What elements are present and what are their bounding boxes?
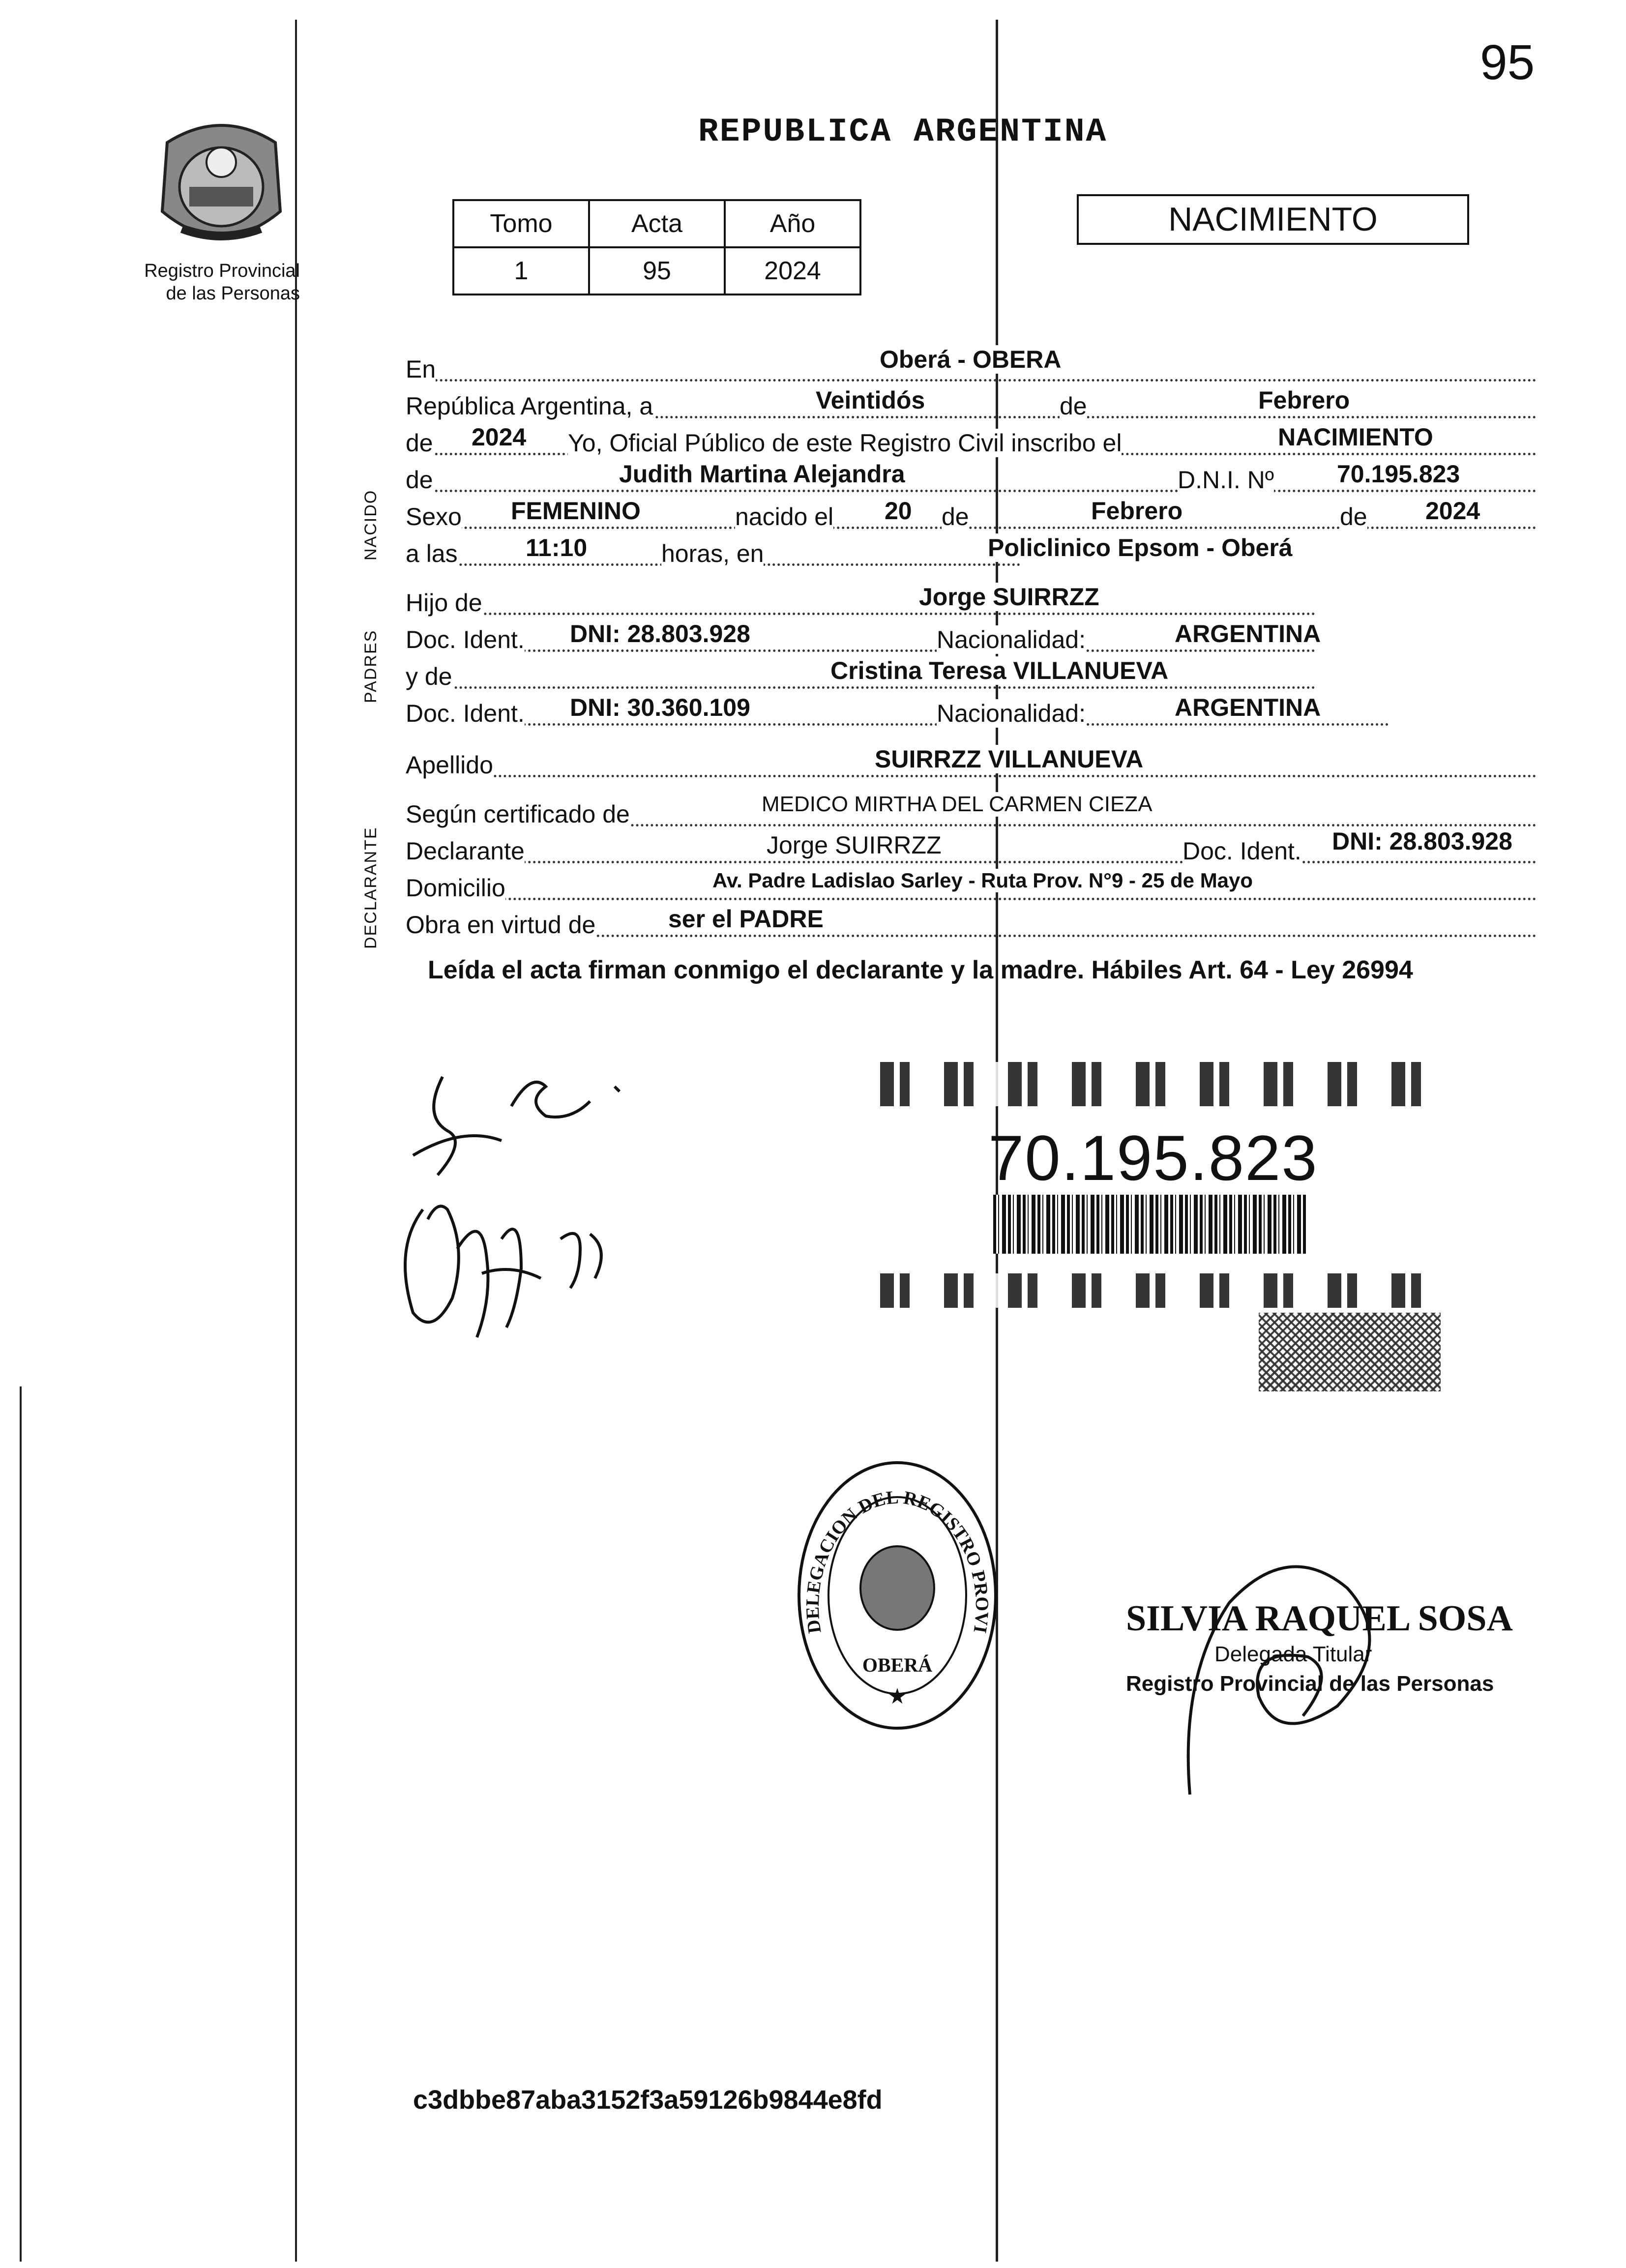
value-dia-nac: 20 <box>883 497 914 525</box>
value-dni: 70.195.823 <box>1335 460 1462 488</box>
row-hora <box>406 534 1537 568</box>
side-label-nacido: NACIDO <box>361 489 380 560</box>
row-madre <box>406 657 1537 691</box>
label-domicilio: Domicilio <box>406 874 505 902</box>
value-declarante: Jorge SUIRRZZ <box>765 831 944 859</box>
side-label-padres: PADRES <box>361 629 380 703</box>
document-title: REPUBLICA ARGENTINA <box>698 113 1108 151</box>
row-obra <box>406 905 1537 939</box>
province-logo <box>148 113 295 256</box>
value-nombre: Judith Martina Alejandra <box>617 460 907 488</box>
label-sexo: Sexo <box>406 503 462 530</box>
label-nacionalidad2: Nacionalidad: <box>937 700 1086 727</box>
value-madre-nac: ARGENTINA <box>1173 693 1323 722</box>
table-value-acta: 95 <box>589 247 725 295</box>
label-doc-ident2: Doc. Ident. <box>406 700 525 727</box>
value-mes-nac: Febrero <box>1089 497 1184 525</box>
signature-madre <box>393 1190 620 1352</box>
value-certificado: MEDICO MIRTHA DEL CARMEN CIEZA <box>760 792 1154 817</box>
record-type-box: NACIMIENTO <box>1077 194 1469 245</box>
row-madre-doc <box>406 694 1537 728</box>
value-domicilio: Av. Padre Ladislao Sarley - Ruta Prov. N°9 - 25 de Mayo <box>710 869 1255 892</box>
label-republica: República Argentina, a <box>406 392 653 420</box>
row-padre <box>406 583 1537 617</box>
label-en: En <box>406 355 436 383</box>
security-band-bottom <box>880 1273 1455 1308</box>
label-doc-ident3: Doc. Ident. <box>1183 837 1301 865</box>
label-declarante: Declarante <box>406 837 525 865</box>
document-hash: c3dbbe87aba3152f3a59126b9844e8fd <box>413 2085 883 2115</box>
signature-declarante <box>403 1057 679 1185</box>
value-sexo: FEMENINO <box>509 497 643 525</box>
official-role: Delegada Titular <box>1214 1642 1372 1666</box>
value-anio-nac: 2024 <box>1423 497 1482 525</box>
value-anio: 2024 <box>470 423 528 451</box>
row-fecha <box>406 386 1537 420</box>
label-y-de: y de <box>406 663 452 690</box>
label-de5: de <box>1340 503 1367 530</box>
closing-note: Leída el acta firman conmigo el declarante y la madre. Hábiles Art. 64 - Ley 26994 <box>428 956 1413 984</box>
registry-caption: Registro Provincial de las Personas <box>144 261 300 304</box>
value-dia: Veintidós <box>814 386 927 414</box>
table-header-tomo: Tomo <box>453 200 589 247</box>
value-lugar: Oberá - OBERA <box>878 345 1064 374</box>
seal-text: DELEGACION DEL REGISTRO PROVI <box>802 1487 993 1635</box>
record-table <box>452 199 861 295</box>
row-certificado <box>406 792 1537 828</box>
official-signature <box>1160 1529 1416 1804</box>
table-value-tomo: 1 <box>453 247 589 295</box>
label-nacido-el: nacido el <box>735 503 834 530</box>
label-doc-ident: Doc. Ident. <box>406 626 525 653</box>
value-obra: ser el PADRE <box>666 905 826 933</box>
row-inscripcion <box>406 423 1537 457</box>
barcode <box>993 1195 1308 1254</box>
left-edge-line <box>20 1386 22 2262</box>
label-de4: de <box>942 503 969 530</box>
row-apellido <box>406 745 1537 779</box>
label-dni: D.N.I. Nº <box>1178 466 1274 494</box>
value-tipo: NACIMIENTO <box>1276 423 1435 451</box>
label-nacionalidad: Nacionalidad: <box>937 626 1086 653</box>
row-lugar <box>406 346 1537 383</box>
label-horas-en: horas, en <box>661 540 764 567</box>
label-hijo-de: Hijo de <box>406 589 482 617</box>
label-de2: de <box>406 429 433 457</box>
table-header-acta: Acta <box>589 200 725 247</box>
label-de3: de <box>406 466 433 494</box>
value-lugar-nac: Policlinico Epsom - Oberá <box>986 533 1295 562</box>
side-label-declarante: DECLARANTE <box>361 826 380 949</box>
page-number: 95 <box>1480 35 1535 90</box>
value-madre: Cristina Teresa VILLANUEVA <box>828 656 1170 685</box>
value-hora: 11:10 <box>524 533 589 562</box>
value-padre-nac: ARGENTINA <box>1173 619 1323 648</box>
security-band-top <box>880 1062 1455 1106</box>
value-padre: Jorge SUIRRZZ <box>917 583 1101 611</box>
seal-city: OBERÁ <box>862 1654 933 1676</box>
row-nombre <box>406 460 1537 494</box>
label-segun: Según certificado de <box>406 800 630 828</box>
table-header-anio: Año <box>725 200 860 247</box>
value-padre-doc: DNI: 28.803.928 <box>568 619 752 648</box>
value-madre-doc: DNI: 30.360.109 <box>568 693 752 722</box>
label-yo: Yo, Oficial Público de este Registro Civil inscribo el <box>568 429 1122 457</box>
value-apellido: SUIRRZZ VILLANUEVA <box>873 745 1145 773</box>
label-apellido: Apellido <box>406 751 493 779</box>
value-declarante-doc: DNI: 28.803.928 <box>1330 827 1514 855</box>
official-seal <box>792 1455 1003 1736</box>
label-de: de <box>1060 392 1087 420</box>
barcode-number: 70.195.823 <box>988 1122 1318 1194</box>
label-obra: Obra en virtud de <box>406 911 596 939</box>
seal-star-icon: ★ <box>887 1684 907 1708</box>
row-sexo <box>406 497 1537 531</box>
label-a-las: a las <box>406 540 458 567</box>
hologram-pattern <box>1259 1313 1441 1391</box>
row-domicilio <box>406 869 1537 902</box>
table-value-anio: 2024 <box>725 247 860 295</box>
value-mes: Febrero <box>1256 386 1352 414</box>
row-padre-doc <box>406 620 1537 654</box>
margin-line <box>295 20 297 2262</box>
official-name: SILVIA RAQUEL SOSA <box>1126 1598 1513 1639</box>
row-declarante <box>406 827 1537 865</box>
official-registry: Registro Provincial de las Personas <box>1126 1672 1494 1696</box>
